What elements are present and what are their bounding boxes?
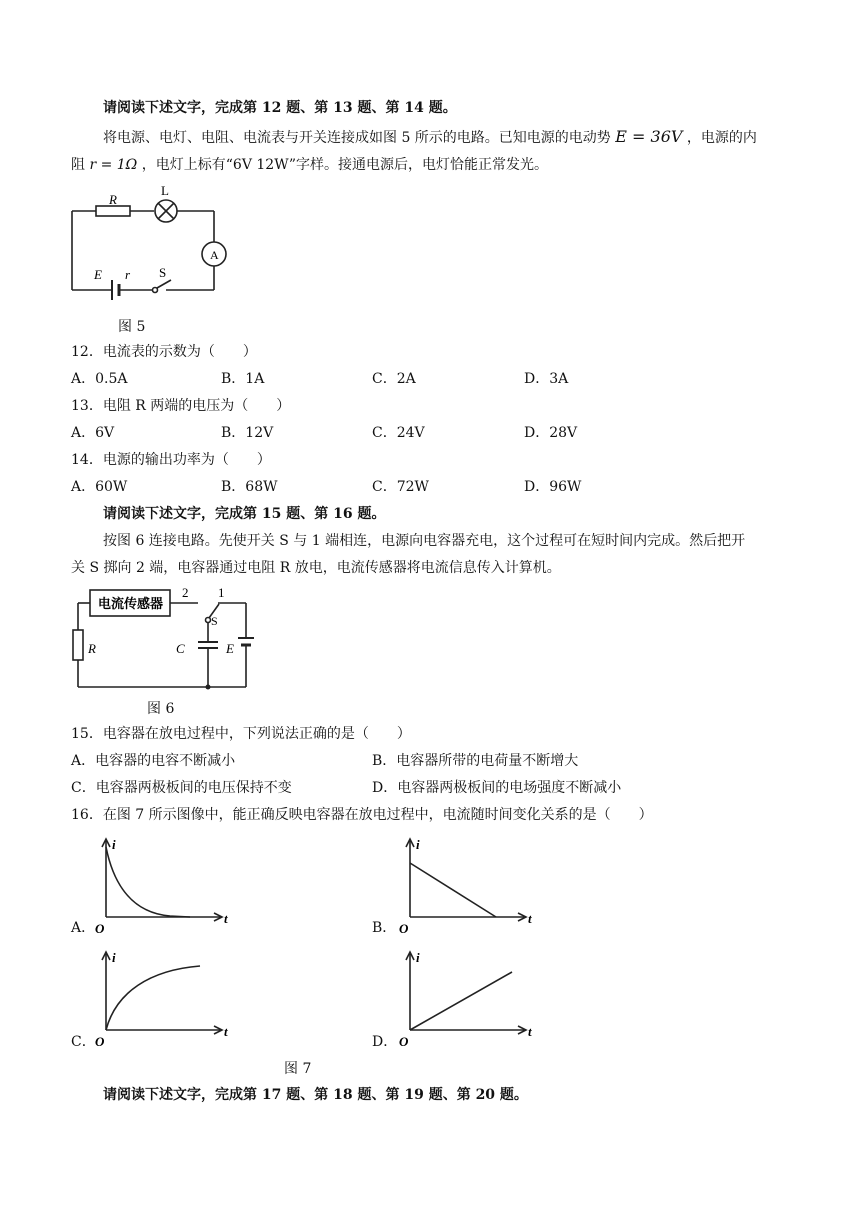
figure-7-caption: 图 7 <box>284 1061 312 1077</box>
q16-option-c[interactable]: C． <box>71 1034 96 1050</box>
graph-b-axis-i: i <box>416 837 420 852</box>
graph-b-axis-t: t <box>528 911 532 926</box>
resistance-value: r = 1Ω <box>89 157 138 173</box>
q15-option-b[interactable]: B．电容器所带的电荷量不断增大 <box>372 753 579 769</box>
graph-c-axis-i: i <box>112 950 116 965</box>
q12-option-d[interactable]: D．3A <box>524 371 569 387</box>
q16-option-b[interactable]: B． <box>372 920 397 936</box>
reading-heading-15-16: 请阅读下述文字，完成第 15 题、第 16 题。 <box>103 506 386 522</box>
graph-c-axis-t: t <box>224 1024 228 1039</box>
q12-option-c[interactable]: C．2A <box>372 371 416 387</box>
q13-option-c[interactable]: C．24V <box>372 425 425 441</box>
reading-heading-12-14: 请阅读下述文字，完成第 12 题、第 13 题、第 14 题。 <box>103 100 457 116</box>
q14-option-c[interactable]: C．72W <box>372 479 429 495</box>
question-13-stem: 13．电阻 R 两端的电压为（ ） <box>71 398 291 414</box>
figure-6-circuit <box>68 584 258 694</box>
fig5-label-ammeter: A <box>210 248 219 262</box>
graph-a-origin: O <box>95 921 105 935</box>
paragraph-line <box>71 155 548 175</box>
q16-graph-a[interactable] <box>90 835 235 935</box>
fig5-label-emf: E <box>94 267 102 282</box>
q14-option-d[interactable]: D．96W <box>524 479 582 495</box>
fig6-terminal-2: 2 <box>182 585 189 600</box>
emf-value: E = 36V <box>615 127 683 146</box>
question-16-stem: 16．在图 7 所示图像中，能正确反映电容器在放电过程中，电流随时间变化关系的是（ ） <box>71 807 653 823</box>
fig5-label-r-resistor: R <box>109 192 117 207</box>
figure-5-circuit <box>66 184 246 302</box>
q14-option-b[interactable]: B．68W <box>221 479 278 495</box>
current-sensor-label: 电流传感器 <box>98 597 164 612</box>
graph-d-axis-t: t <box>528 1024 532 1039</box>
q15-option-c[interactable]: C．电容器两极板间的电压保持不变 <box>71 780 292 796</box>
paragraph-text: ，电灯上标有“6V 12W”字样。接通电源后，电灯恰能正常发光。 <box>141 157 548 173</box>
graph-c-origin: O <box>95 1034 105 1048</box>
q13-option-d[interactable]: D．28V <box>524 425 578 441</box>
q12-option-b[interactable]: B．1A <box>221 371 265 387</box>
q15-option-d[interactable]: D．电容器两极板间的电场强度不断减小 <box>372 780 622 796</box>
fig6-terminal-1: 1 <box>218 585 225 600</box>
q12-option-a[interactable]: A．0.5A <box>71 371 128 387</box>
graph-d-origin: O <box>399 1034 409 1048</box>
fig5-label-switch: S <box>159 265 167 280</box>
question-15-stem: 15．电容器在放电过程中，下列说法正确的是（ ） <box>71 726 411 742</box>
q16-graph-c[interactable] <box>90 948 235 1048</box>
q16-graph-b[interactable] <box>394 835 539 935</box>
fig6-label-emf: E <box>226 641 234 656</box>
figure-5-caption: 图 5 <box>118 319 146 335</box>
fig6-label-capacitor: C <box>176 641 185 656</box>
q15-option-a[interactable]: A．电容器的电容不断减小 <box>71 753 236 769</box>
paragraph-line <box>103 127 757 148</box>
fig6-label-resistor: R <box>88 641 96 656</box>
paragraph-text: ，电源的内 <box>686 130 757 146</box>
fig5-label-internal-r: r <box>125 267 131 282</box>
paragraph-line: 关 S 掷向 2 端，电容器通过电阻 R 放电，电流传感器将电流信息传入计算机。 <box>71 560 561 576</box>
q16-option-d[interactable]: D． <box>372 1034 398 1050</box>
fig5-label-lamp: L <box>161 184 169 198</box>
paragraph-line: 按图 6 连接电路。先使开关 S 与 1 端相连，电源向电容器充电，这个过程可在短时间内完成。然后把开 <box>103 533 746 549</box>
graph-a-axis-i: i <box>112 837 116 852</box>
q13-option-b[interactable]: B．12V <box>221 425 274 441</box>
paragraph-text: 阻 <box>71 157 85 173</box>
question-12-stem: 12．电流表的示数为（ ） <box>71 344 257 360</box>
graph-b-origin: O <box>399 921 409 935</box>
q16-option-a[interactable]: A． <box>71 920 96 936</box>
fig6-label-switch: S <box>211 614 218 628</box>
question-14-stem: 14．电源的输出功率为（ ） <box>71 452 271 468</box>
graph-a-axis-t: t <box>224 911 228 926</box>
q13-option-a[interactable]: A．6V <box>71 425 115 441</box>
figure-6-caption: 图 6 <box>147 701 175 717</box>
q14-option-a[interactable]: A．60W <box>71 479 128 495</box>
q16-graph-d[interactable] <box>394 948 539 1048</box>
reading-heading-17-20: 请阅读下述文字，完成第 17 题、第 18 题、第 19 题、第 20 题。 <box>103 1087 528 1103</box>
paragraph-text: 将电源、电灯、电阻、电流表与开关连接成如图 5 所示的电路。已知电源的电动势 <box>103 130 611 146</box>
graph-d-axis-i: i <box>416 950 420 965</box>
